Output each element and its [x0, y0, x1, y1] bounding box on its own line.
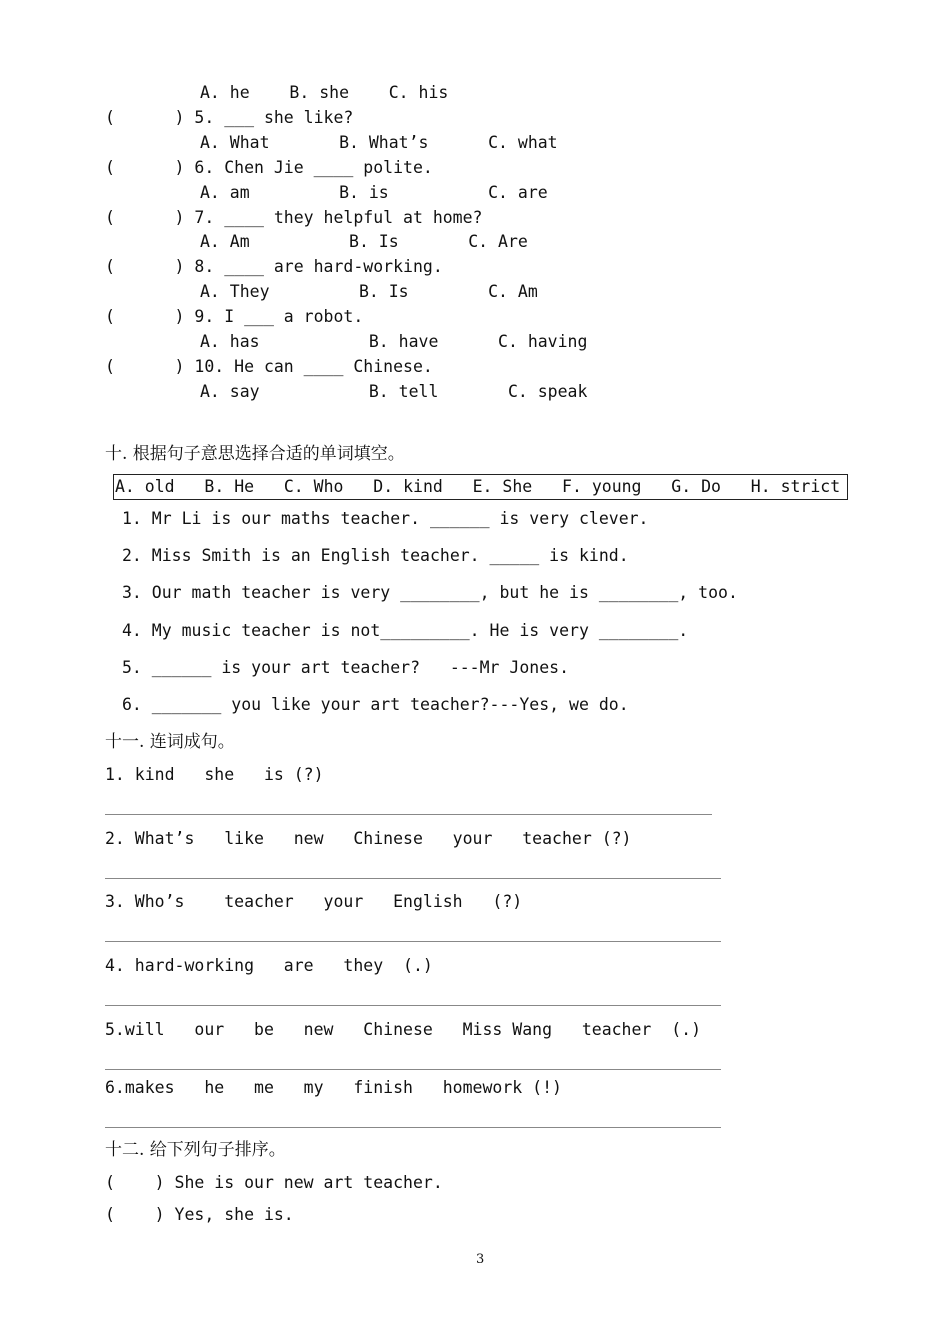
choice-options-4: A. he B. she C. his: [200, 83, 449, 102]
choice-options-9: A. has B. have C. having: [200, 332, 588, 351]
reorder-item-1: 1. kind she is (?): [105, 765, 324, 784]
word-bank: A. old B. He C. Who D. kind E. She F. young G. Do H. strict: [115, 477, 841, 496]
answer-line-4: [105, 1005, 721, 1006]
choice-options-6: A. am B. is C. are: [200, 183, 548, 202]
answer-line-3: [105, 941, 721, 942]
order-item-2: ( ) Yes, she is.: [105, 1205, 294, 1224]
reorder-item-5: 5.will our be new Chinese Miss Wang teacher (.): [105, 1020, 702, 1039]
reorder-item-3: 3. Who’s teacher your English (?): [105, 892, 523, 911]
question-5: ( ) 5. ___ she like?: [105, 108, 354, 127]
answer-line-5: [105, 1069, 721, 1070]
section-10-heading: 十. 根据句子意思选择合适的单词填空。: [105, 444, 405, 464]
reorder-item-6: 6.makes he me my finish homework (!): [105, 1078, 562, 1097]
choice-options-10: A. say B. tell C. speak: [200, 382, 588, 401]
choice-options-8: A. They B. Is C. Am: [200, 282, 538, 301]
question-7: ( ) 7. ____ they helpful at home?: [105, 208, 483, 227]
question-8: ( ) 8. ____ are hard-working.: [105, 257, 443, 276]
fill-item-5: 5. ______ is your art teacher? ---Mr Jones.: [122, 658, 570, 677]
section-11-heading: 十一. 连词成句。: [105, 732, 235, 752]
answer-line-1: [105, 814, 712, 815]
page-number: 3: [476, 1252, 485, 1267]
section-12-heading: 十二. 给下列句子排序。: [105, 1140, 286, 1160]
choice-options-7: A. Am B. Is C. Are: [200, 232, 528, 251]
reorder-item-4: 4. hard-working are they (.): [105, 956, 433, 975]
fill-item-1: 1. Mr Li is our maths teacher. ______ is very clever.: [122, 509, 649, 528]
question-6: ( ) 6. Chen Jie ____ polite.: [105, 158, 433, 177]
question-9: ( ) 9. I ___ a robot.: [105, 307, 364, 326]
choice-options-5: A. What B. What’s C. what: [200, 133, 558, 152]
fill-item-3: 3. Our math teacher is very ________, but he is ________, too.: [122, 583, 738, 602]
order-item-1: ( ) She is our new art teacher.: [105, 1173, 443, 1192]
answer-line-2: [105, 878, 721, 879]
fill-item-6: 6. _______ you like your art teacher?---Yes, we do.: [122, 695, 629, 714]
answer-line-6: [105, 1127, 721, 1128]
fill-item-4: 4. My music teacher is not_________. He is very ________.: [122, 621, 689, 640]
reorder-item-2: 2. What’s like new Chinese your teacher (?): [105, 829, 632, 848]
question-10: ( ) 10. He can ____ Chinese.: [105, 357, 433, 376]
fill-item-2: 2. Miss Smith is an English teacher. _____ is kind.: [122, 546, 629, 565]
